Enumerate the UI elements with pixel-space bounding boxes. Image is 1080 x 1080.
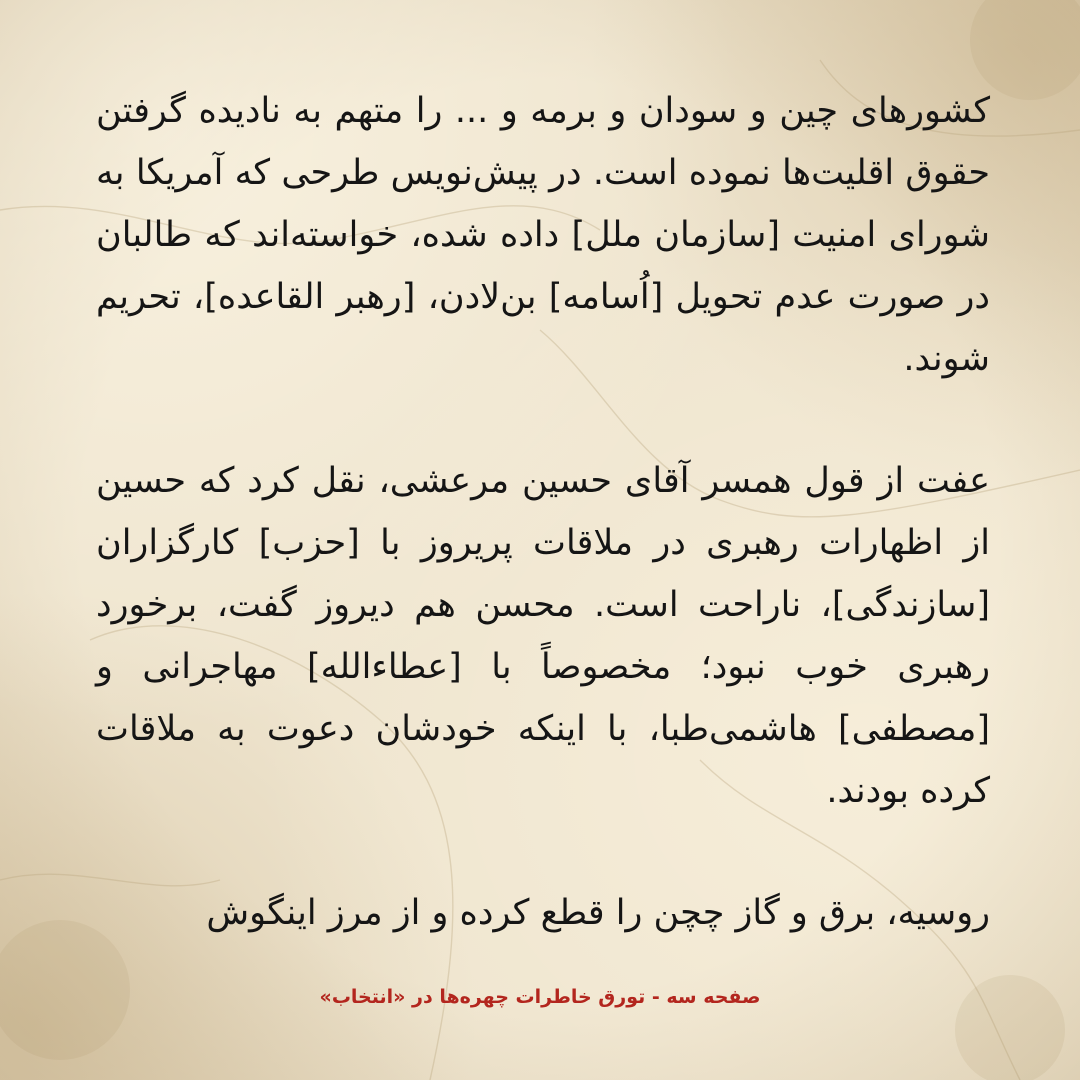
memoir-text — [96, 80, 990, 944]
paragraph-1: کشورهای چین و سودان و برمه و ... را متهم به نادیده گرفتن حقوق اقلیت‌ها نموده است. در پیش‌نویس طرحی که آمریکا به شورای امنیت [سازمان ملل] داده شده، خواسته‌اند که طالبان در صورت عدم تحویل [اُسامه] بن‌لادن، [رهبر القاعده]، تحریم شوند. — [96, 91, 990, 379]
paragraph-spacer — [96, 822, 990, 882]
paragraph-2: عفت از قول همسر آقای حسین مرعشی، نقل کرد که حسین از اظهارات رهبری در ملاقات پریروز با [حزب] کارگزاران [سازندگی]، ناراحت است. محسن هم دیروز گفت، برخورد رهبری خوب نبود؛ مخصوصاً با [عطاءالله] مهاجرانی و [مصطفی] هاشمی‌طبا، با اینکه خودشان دعوت به ملاقات کرده بودند. — [96, 461, 990, 811]
page-source-caption: صفحه سه - تورق خاطرات چهره‌ها در «انتخاب» — [319, 986, 761, 1008]
paragraph-spacer — [96, 390, 990, 450]
paragraph-3: روسیه، برق و گاز چچن را قطع کرده و از مرز اینگوش — [206, 893, 990, 933]
